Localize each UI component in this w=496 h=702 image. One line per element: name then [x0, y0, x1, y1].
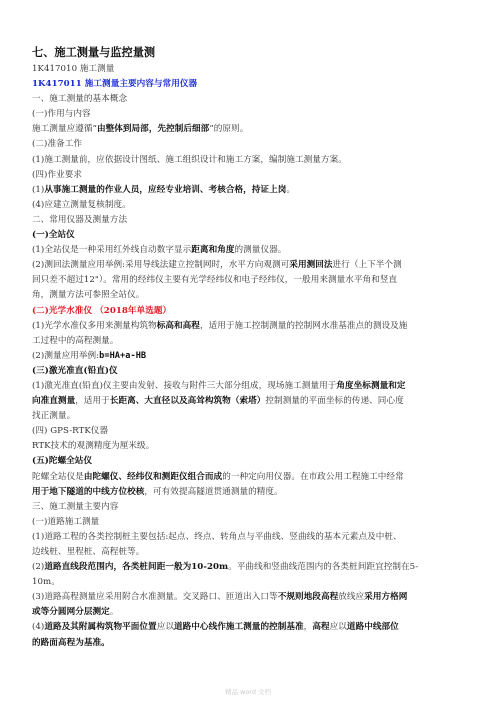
paragraph-spacing: (2)道路直线段范围内，各类桩间距一般为10-20m。平曲线和竖曲线范围内的各类桩间距宜控制在5-	[32, 562, 419, 573]
subtitle: 1K417011 施工测量主要内容与常用仪器	[32, 79, 198, 90]
paragraph-gyro: 陀螺全站仪是由陀螺仪、经纬仪和测距仪组合而成的一种定向用仪器。在市政公用工程施工中经常	[32, 471, 404, 482]
paragraph-rtk: RTK技术的观测精度为厘米级。	[32, 441, 155, 452]
paragraph-centerline-line2: 的路面高程为基准。	[32, 637, 110, 648]
paragraph-centerline: (4)道路及其附属构筑物平面位置应以道路中心线作施工测量的控制基准，高程应以道路中线部位	[32, 622, 399, 633]
paragraph-gyro-line2: 用于地下隧道的中线方位校核，可有效提高隧道贯通测量的精度。	[32, 486, 283, 497]
paragraph-laser-line2: 向准直测量，适用于长距离、大直径以及高耸构筑物（索塔）控制测量的平面坐标的传递、同心度	[32, 396, 404, 407]
paragraph-total-station: (1)全站仪是一种采用红外线自动数字显示距离和角度的测量仪器。	[32, 245, 287, 256]
paragraph-traverse: (2)测回法测量应用举例:采用导线法建立控制网时，水平方向观测可采用测回法进行（上下半个测	[32, 260, 402, 271]
paragraph-level-formula: (2)测量应用举例:b=HA+a-HB	[32, 350, 147, 361]
heading-laser: (三)激光准直(铅直)仪	[32, 365, 118, 376]
heading-instruments: 二、常用仪器及测量方法	[32, 214, 128, 225]
section-title: 七、施工测量与监控量测	[32, 45, 156, 59]
heading-main-content: 三、施工测量主要内容	[32, 501, 119, 512]
paragraph-stakes: (1)道路工程的各类控制桩主要包括:起点、终点、转角点与平曲线、竖曲线的基本元素点及中桩、	[32, 531, 402, 542]
paragraph-review: (4)应建立测量复核制度。	[32, 199, 131, 210]
paragraph-level: (1)光学水准仪多用来测量构筑物标高和高程，适用于施工控制测量的控制网水准基准点的测设及施	[32, 320, 408, 331]
paragraph-plan: (1)施工测量前，应依据设计图纸、施工组织设计和施工方案，编制施工测量方案。	[32, 154, 347, 165]
paragraph-spacing-line2: 10m。	[32, 577, 60, 588]
paragraph-traverse-line3: 角，测量方法可参照全站仪。	[32, 290, 145, 301]
footer-watermark: 精品 word 文档	[224, 688, 272, 696]
paragraph-traverse-line2: 回只差不超过12"）。常用的经纬仪主要有光学经纬仪和电子经纬仪，一般用来测量水平角和竖直	[32, 275, 398, 286]
document-body	[32, 44, 464, 651]
paragraph-elevation: (3)道路高程测量应采用附合水准测量。交叉路口、匝道出入口等不规则地段高程放线应采用方格网	[32, 592, 408, 603]
heading-gps: (四) GPS-RTK仪器	[32, 426, 109, 437]
paragraph-staff: (1)从事施工测量的作业人员，应经专业培训、考核合格，持证上岗。	[32, 184, 296, 195]
heading-level: (二)光学水准仪 （2018年单选题）	[32, 305, 172, 316]
paragraph-elevation-line2: 或等分圆网分层测定。	[32, 607, 119, 618]
paragraph-level-line2: 工过程中的高程测量。	[32, 335, 119, 346]
heading-concept: 一、施工测量的基本概念	[32, 94, 128, 105]
code-line: 1K417010 施工测量	[32, 64, 115, 74]
heading-role: (一)作用与内容	[32, 109, 91, 120]
heading-road: (一)道路施工测量	[32, 516, 100, 527]
paragraph-principle: 施工测量应遵循“由整体到局部，先控制后细部”的原则。	[32, 124, 249, 135]
paragraph-laser-line3: 找正测量。	[32, 411, 76, 422]
heading-total-station: (一)全站仪	[32, 230, 75, 241]
paragraph-laser: (1)激光准直(铅直)仪主要由发射、接收与附件三大部分组成，现场施工测量用于角度坐标测量和定	[32, 380, 406, 391]
heading-preparation: (二)准备工作	[32, 139, 83, 150]
heading-requirements: (四)作业要求	[32, 169, 83, 180]
heading-gyro: (五)陀螺全站仪	[32, 456, 93, 467]
paragraph-stakes-line2: 边线桩、里程桩、高程桩等。	[32, 547, 145, 557]
